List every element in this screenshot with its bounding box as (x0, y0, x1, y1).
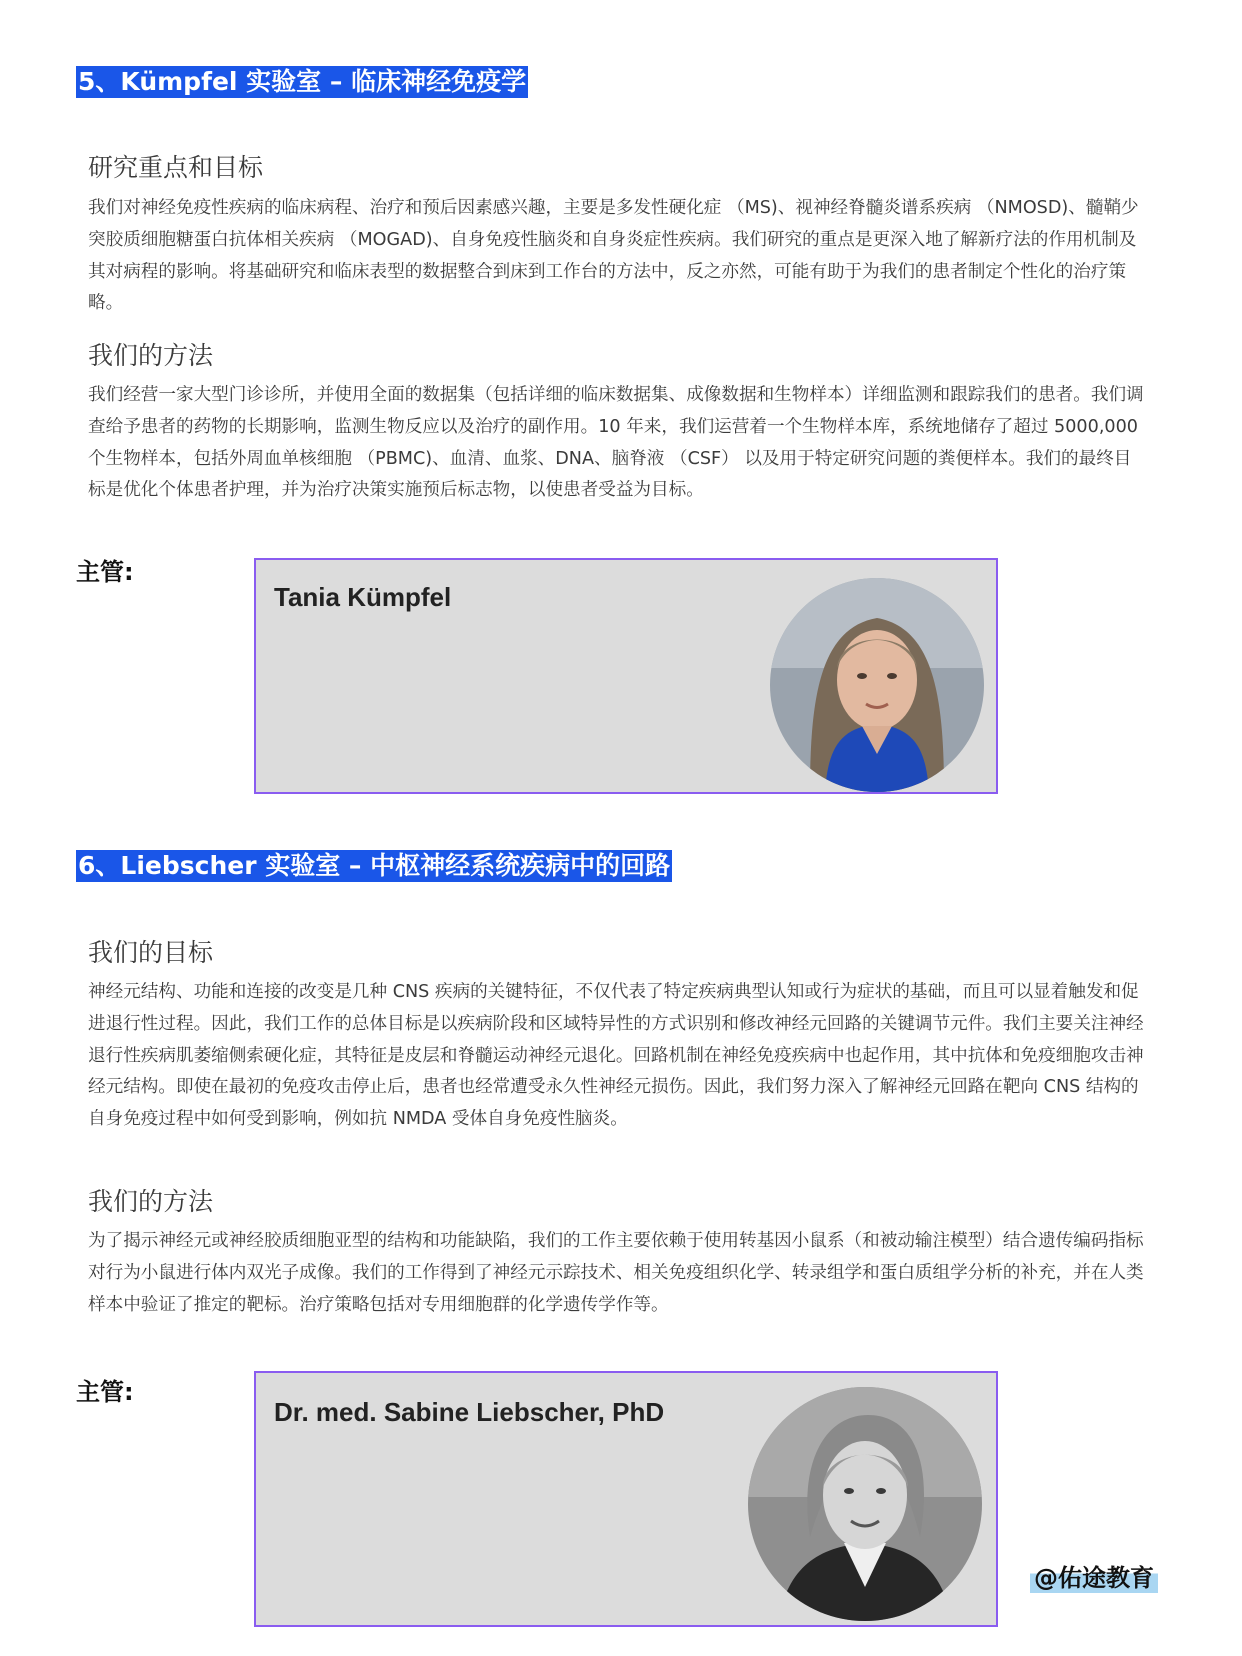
supervisor-card-kumpfel (254, 558, 998, 794)
supervisor-name: Dr. med. Sabine Liebscher, PhD (274, 1397, 665, 1427)
supervisor-name: Tania Kümpfel (274, 582, 452, 612)
watermark: @佑途教育 (1030, 1558, 1158, 1593)
section-5-supervisor-label: 主管: (76, 558, 134, 586)
section-6-method-text: 为了揭示神经元或神经胶质细胞亚型的结构和功能缺陷，我们的工作主要依赖于使用转基因小鼠系（和被动输注模型）结合遗传编码指标对行为小鼠进行体内双光子成像。我们的工作得到了神经元示踪技术、相关免疫组织化学、转录组学和蛋白质组学分析的补充，并在人类样本中验证了推定的靶标。治疗策略包括对专用细胞群的化学遗传学作等。 (88, 1231, 1144, 1315)
supervisor-card-liebscher (254, 1371, 998, 1627)
section-5-heading: 5、Kümpfel 实验室 – 临床神经免疫学 (78, 67, 527, 96)
section-6-goal-heading: 我们的目标 (88, 938, 214, 967)
section-5-method-text: 我们经营一家大型门诊诊所，并使用全面的数据集（包括详细的临床数据集、成像数据和生物样本）详细监测和跟踪我们的患者。我们调查给予患者的药物的长期影响，监测生物反应以及治疗的副作用。10 年来，我们运营着一个生物样本库，系统地储存了超过 5000,000 个生物样本，包括外周血单核细胞 （PBMC)、血清、血浆、DNA、脑脊液 （CSF） 以及用于特定研究问题的粪便样本。我们的最终目标是优化个体患者护理，并为治疗决策实施预后标志物，以使患者受益为目标。 (88, 385, 1144, 501)
portrait-photo (770, 578, 984, 792)
section-6-heading: 6、Liebscher 实验室 – 中枢神经系统疾病中的回路 (78, 851, 671, 880)
section-5-focus-heading: 研究重点和目标 (88, 153, 264, 182)
section-6-method-heading: 我们的方法 (88, 1187, 214, 1216)
portrait-photo (748, 1387, 982, 1621)
portrait-kumpfel-image (770, 578, 984, 792)
portrait-liebscher-image (748, 1387, 982, 1621)
section-6-goal-text: 神经元结构、功能和连接的改变是几种 CNS 疾病的关键特征，不仅代表了特定疾病典型认知或行为症状的基础，而且可以显着触发和促进退行性过程。因此，我们工作的总体目标是以疾病阶段和区域特异性的方式识别和修改神经元回路的关键调节元件。我们主要关注神经退行性疾病肌萎缩侧索硬化症，其特征是皮层和脊髓运动神经元退化。回路机制在神经免疫疾病中也起作用，其中抗体和免疫细胞攻击神经元结构。即使在最初的免疫攻击停止后，患者也经常遭受永久性神经元损伤。因此，我们努力深入了解神经元回路在靶向 CNS 结构的自身免疫过程中如何受到影响，例如抗 NMDA 受体自身免疫性脑炎。 (88, 982, 1144, 1130)
section-6-supervisor-label: 主管: (76, 1378, 134, 1406)
section-5-focus-text: 我们对神经免疫性疾病的临床病程、治疗和预后因素感兴趣，主要是多发性硬化症 （MS)、视神经脊髓炎谱系疾病 （NMOSD)、髓鞘少突胶质细胞糖蛋白抗体相关疾病 （MOGAD)、自身免疫性脑炎和自身炎症性疾病。我们研究的重点是更深入地了解新疗法的作用机制及其对病程的影响。将基础研究和临床表型的数据整合到床到工作台的方法中，反之亦然，可能有助于为我们的患者制定个性化的治疗策略。 (88, 198, 1139, 314)
section-5-method-heading: 我们的方法 (88, 341, 214, 370)
